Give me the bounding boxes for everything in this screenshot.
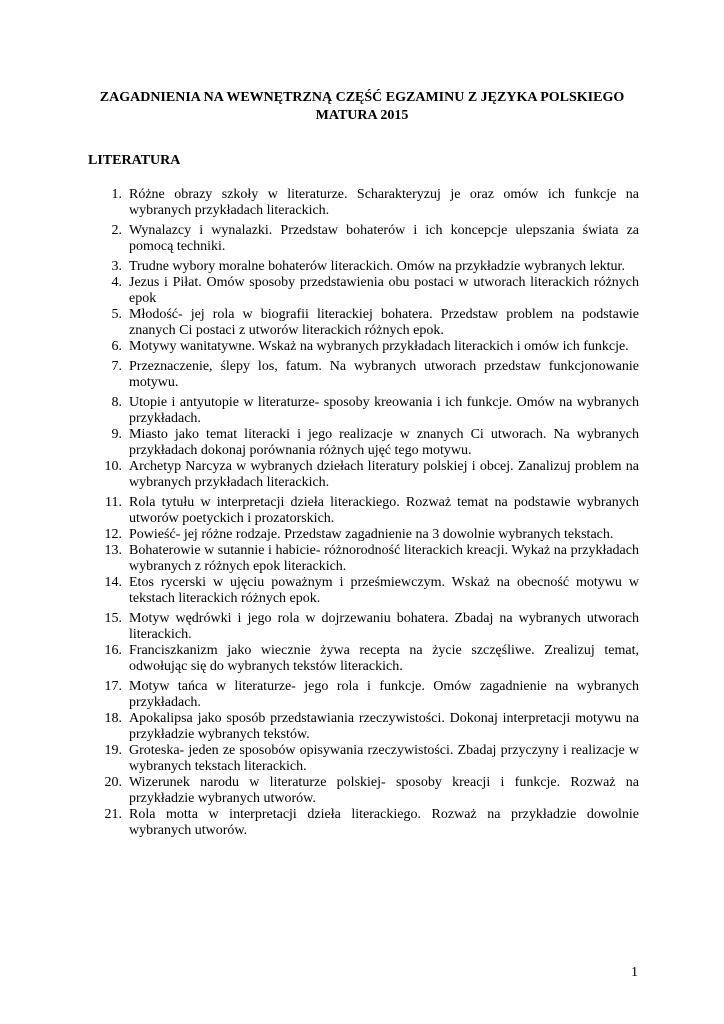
topic-list [96, 187, 639, 839]
item-text: Powieść- jej różne rodzaje. Przedstaw zagadnienie na 3 dowolnie wybranych tekstach. [129, 527, 614, 542]
title-line-1: ZAGADNIENIA NA WEWNĘTRZNĄ CZĘŚĆ EGZAMINU Z JĘZYKA POLSKIEGO [99, 90, 625, 105]
list-item [96, 275, 639, 307]
item-text: Motyw wędrówki i jego rola w dojrzewaniu bohatera. Zbadaj na wybranych utworach literackich. [129, 611, 639, 642]
item-number: 10. [104, 459, 122, 474]
item-number: 9. [111, 427, 122, 442]
item-number: 2. [111, 223, 122, 238]
list-item [96, 611, 639, 643]
item-number: 3. [111, 259, 122, 274]
list-item [96, 339, 639, 355]
item-text: Różne obrazy szkoły w literaturze. Scharakteryzuj je oraz omów ich funkcje na wybranych przykładach literackich. [129, 187, 639, 218]
item-text: Trudne wybory moralne bohaterów literackich. Omów na przykładzie wybranych lektur. [129, 259, 625, 274]
list-item [96, 459, 639, 491]
item-number: 21. [104, 807, 122, 822]
item-text: Utopie i antyutopie w literaturze- sposoby kreowania i ich funkcje. Omów na wybranych przykładach. [129, 395, 639, 426]
item-text: Apokalipsa jako sposób przedstawiania rzeczywistości. Dokonaj interpretacji motywu na przykładzie wybranych tekstów. [129, 711, 639, 742]
item-number: 19. [104, 743, 122, 758]
item-number: 7. [111, 359, 122, 374]
item-text: Rola tytułu w interpretacji dzieła literackiego. Rozważ temat na podstawie wybranych utworów poetyckich i prozatorskich. [129, 495, 639, 526]
list-item [96, 807, 639, 839]
item-number: 14. [104, 575, 122, 590]
list-item [96, 679, 639, 711]
item-number: 11. [105, 495, 122, 510]
list-item [96, 643, 639, 675]
list-item [96, 187, 639, 219]
item-text: Rola motta w interpretacji dzieła literackiego. Rozważ na przykładzie dowolnie wybranych utworów. [129, 807, 639, 838]
section-heading: LITERATURA [88, 153, 181, 168]
item-number: 12. [104, 527, 122, 542]
list-item [96, 775, 639, 807]
item-text: Miasto jako temat literacki i jego realizacje w znanych Ci utworach. Na wybranych przykładach dokonaj porównania różnych ujęć tego motywu. [129, 427, 639, 458]
list-item [96, 259, 639, 275]
item-number: 18. [104, 711, 122, 726]
list-item [96, 307, 639, 339]
item-number: 15. [104, 611, 122, 626]
item-text: Archetyp Narcyza w wybranych dziełach literatury polskiej i obcej. Zanalizuj problem na wybranych przykładach literackich. [129, 459, 639, 490]
item-text: Groteska- jeden ze sposobów opisywania rzeczywistości. Zbadaj przyczyny i realizacje w wybranych tekstach literackich. [129, 743, 639, 774]
list-item [96, 527, 639, 543]
list-item [96, 543, 639, 575]
item-number: 17. [104, 679, 122, 694]
document-title [60, 89, 664, 125]
page-number: 1 [631, 965, 638, 980]
list-item [96, 359, 639, 391]
list-item [96, 743, 639, 775]
title-line-2: MATURA 2015 [315, 108, 409, 123]
item-text: Młodość- jej rola w biografii literackiej bohatera. Przedstaw problem na podstawie znanych Ci postaci z utworów literackich różnych epok. [129, 307, 639, 338]
item-number: 16. [104, 643, 122, 658]
item-text: Bohaterowie w sutannie i habicie- różnorodność literackich kreacji. Wykaż na przykładach wybranych z różnych epok literackich. [129, 543, 639, 574]
list-item [96, 395, 639, 427]
item-text: Motywy wanitatywne. Wskaż na wybranych przykładach literackich i omów ich funkcje. [129, 339, 629, 354]
item-text: Wizerunek narodu w literaturze polskiej- sposoby kreacji i funkcje. Rozważ na przykładzie wybranych utworów. [129, 775, 639, 806]
list-item [96, 223, 639, 255]
item-text: Motyw tańca w literaturze- jego rola i funkcje. Omów zagadnienie na wybranych przykładach. [129, 679, 639, 710]
item-number: 6. [111, 339, 122, 354]
item-number: 8. [111, 395, 122, 410]
item-number: 5. [111, 307, 122, 322]
list-item [96, 495, 639, 527]
item-number: 13. [104, 543, 122, 558]
item-text: Jezus i Piłat. Omów sposoby przedstawienia obu postaci w utworach literackich różnych epok [129, 275, 639, 306]
item-number: 1. [111, 187, 122, 202]
item-text: Przeznaczenie, ślepy los, fatum. Na wybranych utworach przedstaw funkcjonowanie motywu. [129, 359, 639, 390]
item-number: 4. [111, 275, 122, 290]
list-item [96, 711, 639, 743]
item-number: 20. [104, 775, 122, 790]
item-text: Franciszkanizm jako wiecznie żywa recepta na życie szczęśliwe. Zrealizuj temat, odwołując się do wybranych tekstów literackich. [129, 643, 639, 674]
item-text: Etos rycerski w ujęciu poważnym i prześmiewczym. Wskaż na obecność motywu w tekstach literackich różnych epok. [129, 575, 639, 606]
list-item [96, 427, 639, 459]
list-item [96, 575, 639, 607]
item-text: Wynalazcy i wynalazki. Przedstaw bohaterów i ich koncepcje ulepszania świata za pomocą techniki. [129, 223, 639, 254]
